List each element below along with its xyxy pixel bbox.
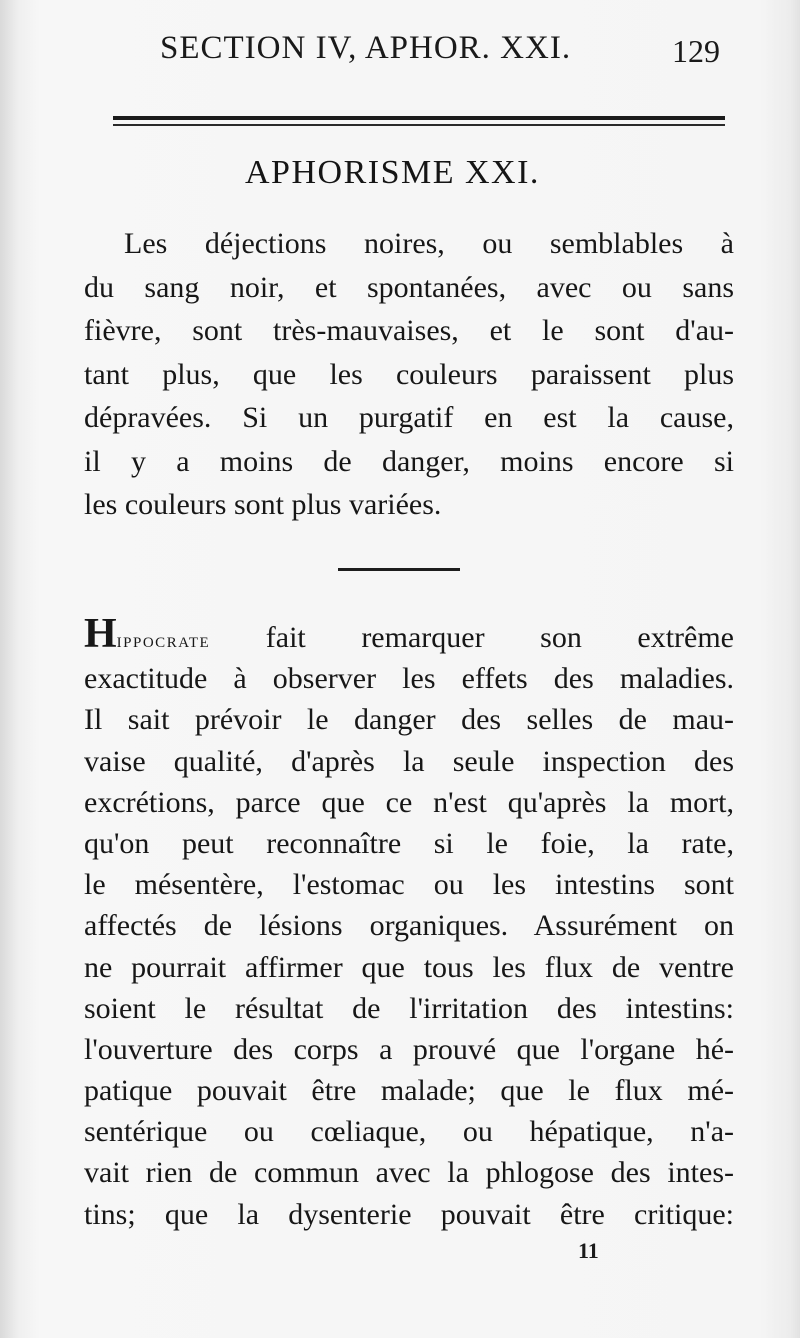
aphorism-line: il y a moins de danger, moins encore si <box>84 444 734 478</box>
commentary-line: soient le résultat de l'irritation des intestins: <box>84 991 734 1025</box>
first-line-text: fait remarquer son extrême <box>210 621 734 654</box>
aphorism-line: dépravées. Si un purgatif en est la cause, <box>84 401 734 434</box>
header-rule-thin <box>113 124 725 126</box>
header-rule-thick <box>113 116 725 120</box>
aphorism-line: du sang noir, et spontanées, avec ou sans <box>84 270 734 304</box>
commentary-line: qu'on peut reconnaître si le foie, la rate, <box>84 826 734 860</box>
running-head: SECTION IV, APHOR. XXI. <box>160 30 572 66</box>
aphorism-line: tant plus, que les couleurs paraissent plus <box>84 357 734 391</box>
commentary-line: excrétions, parce que ce n'est qu'après la mort, <box>84 785 734 819</box>
aphorism-line: les couleurs sont plus variées. <box>84 488 442 521</box>
signature-mark: 11 <box>578 1238 599 1263</box>
commentary-line: vait rien de commun avec la phlogose des intes- <box>84 1156 734 1190</box>
commentary-line: affectés de lésions organiques. Assurément on <box>84 909 734 943</box>
section-separator-rule <box>338 568 460 571</box>
aphorism-title: APHORISME XXI. <box>245 154 540 191</box>
commentary-line: ne pourrait affirmer que tous les flux de ventre <box>84 950 734 984</box>
commentary-line: Il sait prévoir le danger des selles de mau- <box>84 703 734 737</box>
commentary-text <box>84 611 734 1235</box>
commentary-line: exactitude à observer les effets des maladies. <box>84 662 734 696</box>
commentary-line: patique pouvait être malade; que le flux mé- <box>84 1074 734 1108</box>
commentary-first-line <box>84 611 734 658</box>
commentary-line: sentérique ou cœliaque, ou hépatique, n'a- <box>84 1115 734 1149</box>
page-number: 129 <box>672 33 720 69</box>
commentary-line: l'ouverture des corps a prouvé que l'organe hé- <box>84 1032 734 1066</box>
aphorism-line: Les déjections noires, ou semblables à <box>124 227 734 260</box>
commentary-line: vaise qualité, d'après la seule inspection des <box>84 744 734 778</box>
aphorism-line: fièvre, sont très-mauvaises, et le sont d'au- <box>84 314 734 347</box>
drop-cap: H <box>84 611 117 657</box>
aphorism-text <box>84 222 734 527</box>
commentary-line: le mésentère, l'estomac ou les intestins sont <box>84 868 734 902</box>
author-name-small-caps: ippocrate <box>116 627 211 652</box>
commentary-line: tins; que la dysenterie pouvait être critique: <box>84 1197 734 1231</box>
